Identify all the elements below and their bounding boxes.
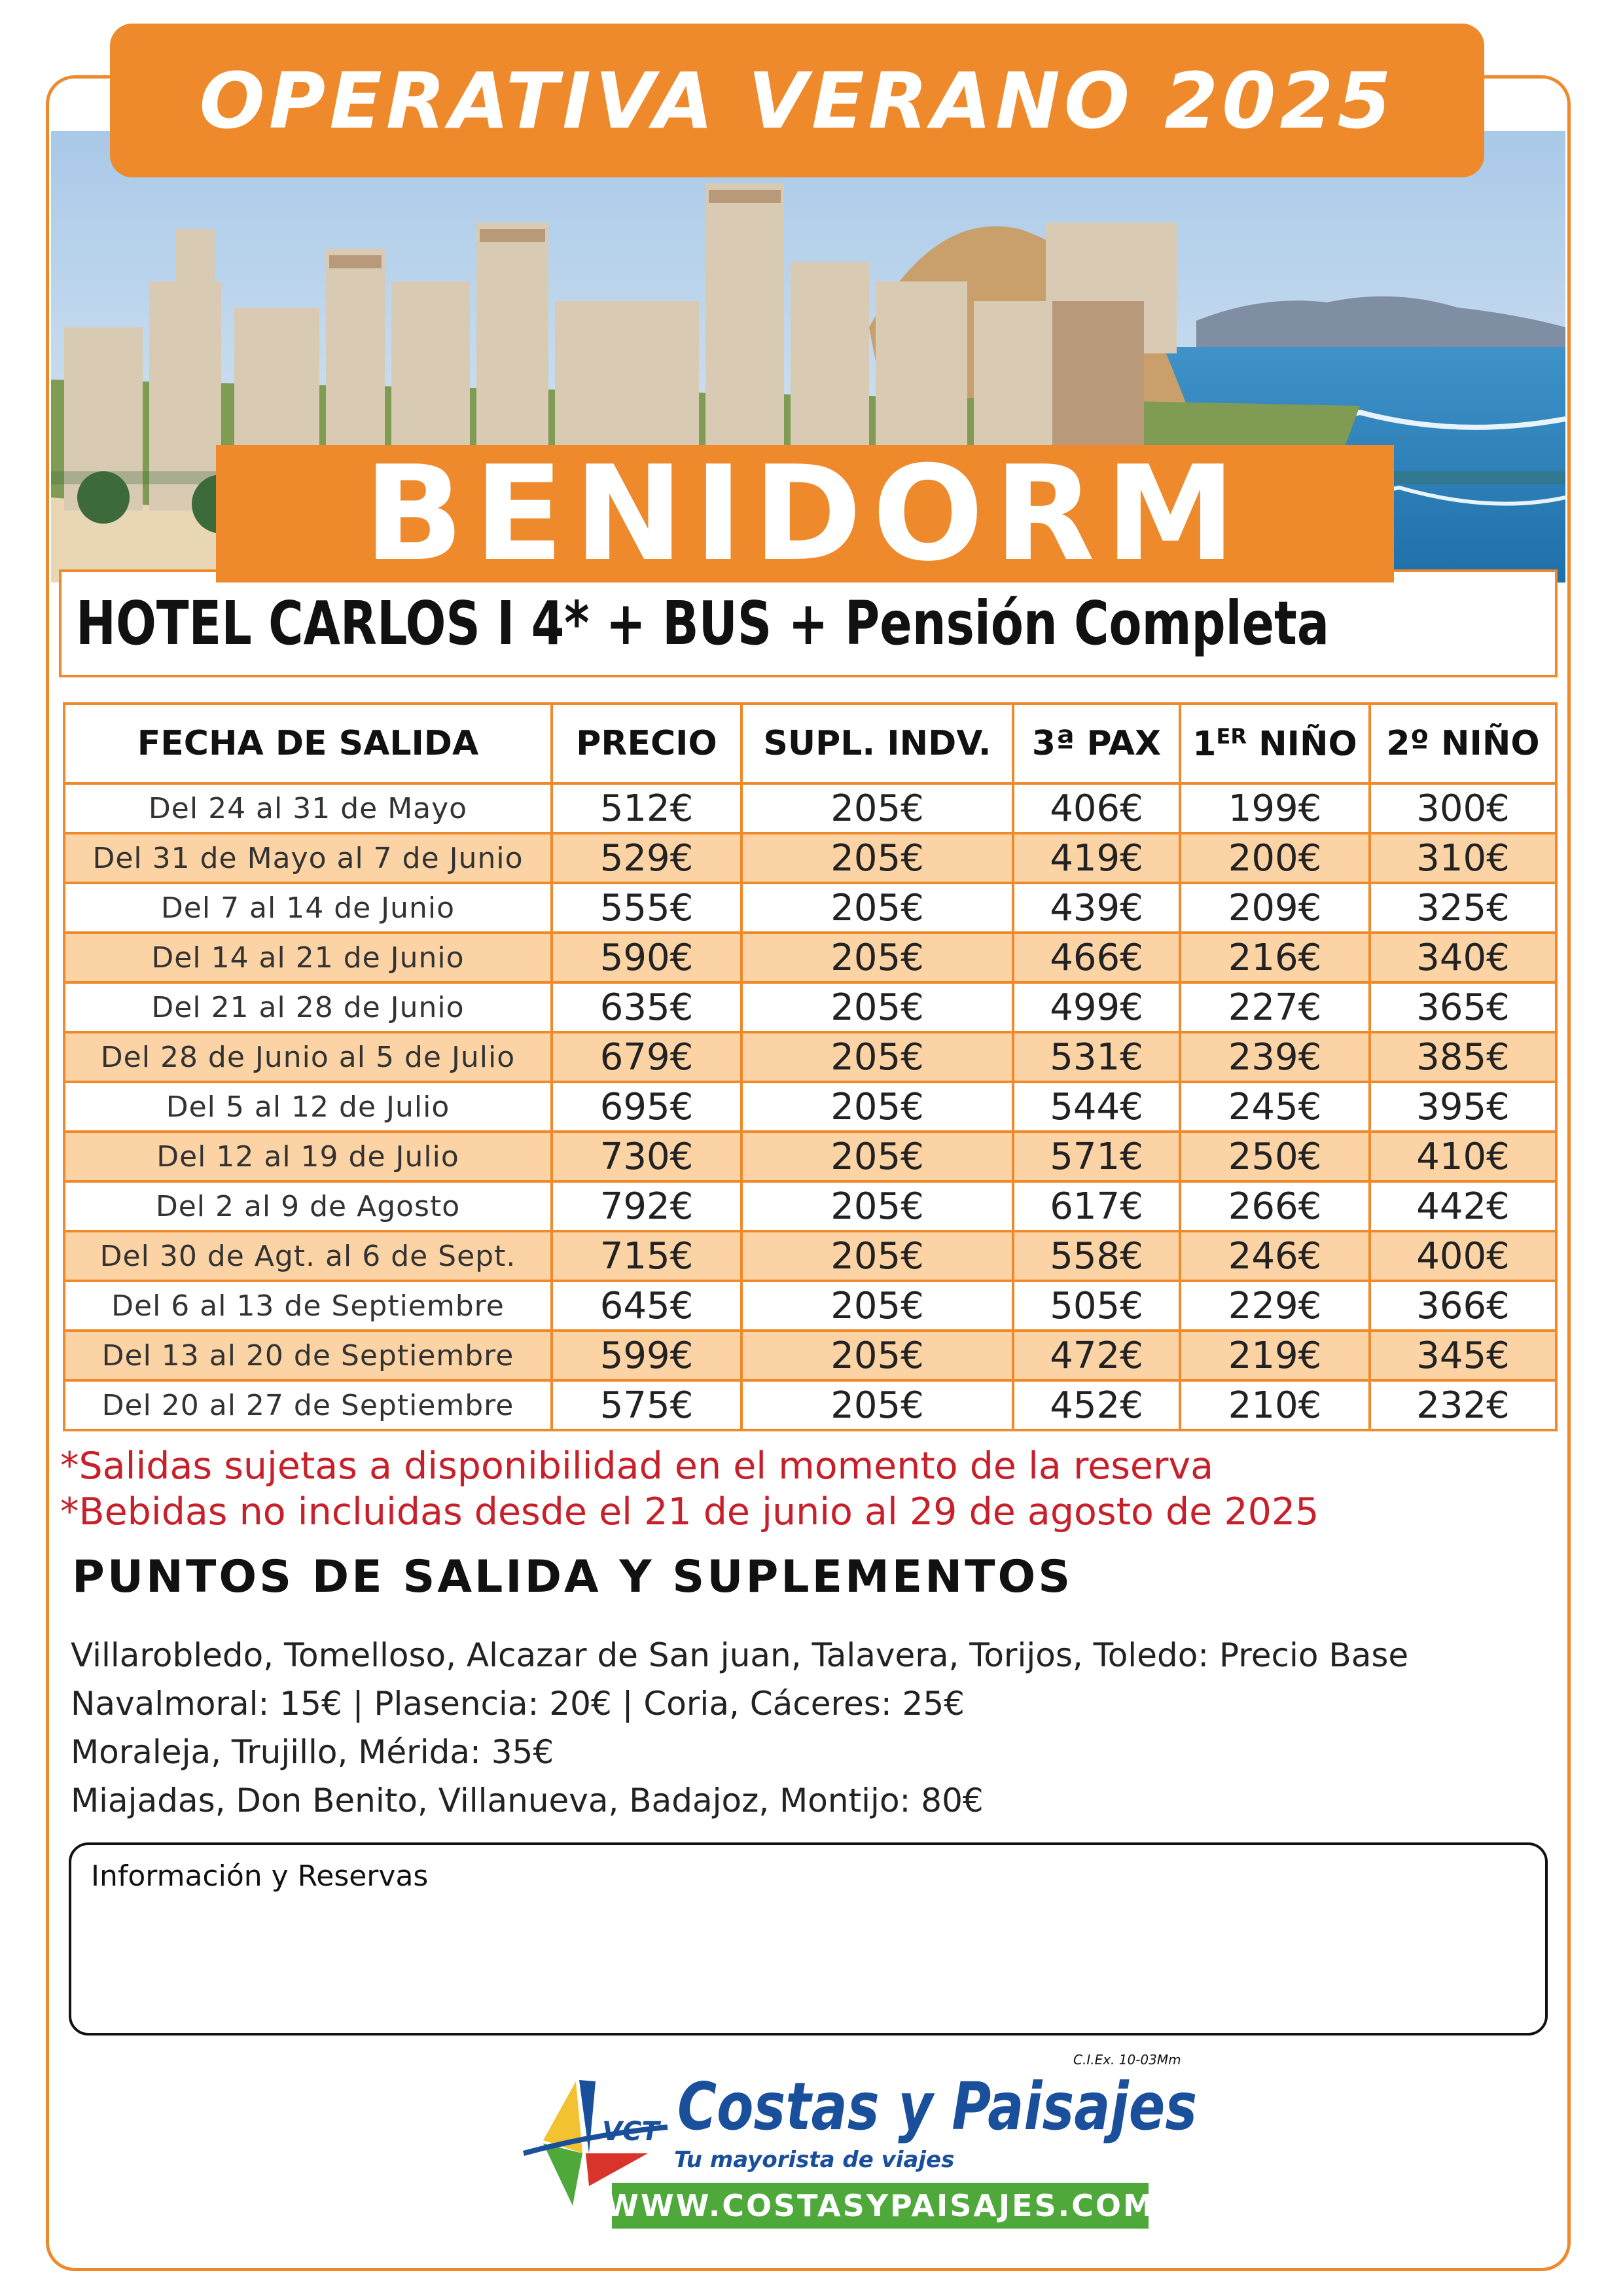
table-row xyxy=(64,883,1556,933)
info-reservations-box xyxy=(69,1842,1548,2036)
cell-date: Del 6 al 13 de Septiembre xyxy=(64,1281,552,1331)
cell-date: Del 5 al 12 de Julio xyxy=(64,1082,552,1132)
notes xyxy=(60,1443,1319,1535)
cell-first-child: 266€ xyxy=(1180,1181,1370,1231)
departure-line: Miajadas, Don Benito, Villanueva, Badajoz, Montijo: 80€ xyxy=(71,1782,984,1820)
cell-third-pax: 558€ xyxy=(1013,1231,1180,1281)
table-header-row xyxy=(64,704,1556,783)
cell-date: Del 30 de Agt. al 6 de Sept. xyxy=(64,1231,552,1281)
cell-single-supplement: 205€ xyxy=(741,1281,1013,1331)
table-row xyxy=(64,1281,1556,1331)
cell-first-child: 246€ xyxy=(1180,1231,1370,1281)
cell-third-pax: 472€ xyxy=(1013,1331,1180,1380)
departures-title: PUNTOS DE SALIDA Y SUPLEMENTOS xyxy=(72,1551,1073,1603)
info-reservations-label: Información y Reservas xyxy=(91,1859,429,1893)
cell-first-child: 199€ xyxy=(1180,783,1370,833)
cell-date: Del 20 al 27 de Septiembre xyxy=(64,1380,552,1430)
first-child-number: 1 xyxy=(1192,724,1217,764)
cell-date: Del 13 al 20 de Septiembre xyxy=(64,1331,552,1380)
first-child-ordinal: ER xyxy=(1216,723,1247,749)
col-header-first-child xyxy=(1180,704,1370,783)
city-banner xyxy=(216,437,1394,590)
cell-price: 679€ xyxy=(552,1032,741,1082)
cell-first-child: 227€ xyxy=(1180,982,1370,1032)
table-row xyxy=(64,1231,1556,1281)
cell-second-child: 325€ xyxy=(1370,883,1556,933)
cell-second-child: 366€ xyxy=(1370,1281,1556,1331)
col-header-single-supplement: SUPL. INDV. xyxy=(741,704,1013,783)
cell-price: 529€ xyxy=(552,833,741,883)
cell-second-child: 300€ xyxy=(1370,783,1556,833)
cell-third-pax: 531€ xyxy=(1013,1032,1180,1082)
drinks-note: *Bebidas no incluidas desde el 21 de junio al 29 de agosto de 2025 xyxy=(60,1490,1319,1534)
cell-third-pax: 571€ xyxy=(1013,1132,1180,1181)
cell-date: Del 31 de Mayo al 7 de Junio xyxy=(64,833,552,883)
cell-price: 599€ xyxy=(552,1331,741,1380)
cell-date: Del 7 al 14 de Junio xyxy=(64,883,552,933)
first-child-word: NIÑO xyxy=(1246,724,1357,764)
departure-line: Navalmoral: 15€ | Plasencia: 20€ | Coria, Cáceres: 25€ xyxy=(71,1685,965,1723)
cell-second-child: 232€ xyxy=(1370,1380,1556,1430)
table-row xyxy=(64,783,1556,833)
cell-date: Del 14 al 21 de Junio xyxy=(64,933,552,982)
cell-second-child: 310€ xyxy=(1370,833,1556,883)
cell-single-supplement: 205€ xyxy=(741,1331,1013,1380)
table-row xyxy=(64,1082,1556,1132)
col-header-third-pax: 3ª PAX xyxy=(1013,704,1180,783)
cell-single-supplement: 205€ xyxy=(741,1082,1013,1132)
table-row xyxy=(64,1331,1556,1380)
table-row xyxy=(64,833,1556,883)
cell-single-supplement: 205€ xyxy=(741,783,1013,833)
cell-single-supplement: 205€ xyxy=(741,1032,1013,1082)
page-title: OPERATIVA VERANO 2025 xyxy=(199,55,1395,146)
cell-price: 715€ xyxy=(552,1231,741,1281)
cell-first-child: 200€ xyxy=(1180,833,1370,883)
cell-first-child: 239€ xyxy=(1180,1032,1370,1082)
license-code: C.I.Ex. 10-03Mm xyxy=(1073,2052,1181,2068)
cell-first-child: 250€ xyxy=(1180,1132,1370,1181)
price-table xyxy=(63,702,1558,1431)
website-link[interactable]: WWW.COSTASYPAISAJES.COM xyxy=(605,2188,1155,2223)
table-row xyxy=(64,1032,1556,1082)
brand-name: Costas y Paisajes xyxy=(677,2068,1198,2145)
cell-price: 645€ xyxy=(552,1281,741,1331)
cell-second-child: 400€ xyxy=(1370,1231,1556,1281)
cell-third-pax: 499€ xyxy=(1013,982,1180,1032)
cell-single-supplement: 205€ xyxy=(741,933,1013,982)
table-row xyxy=(64,1181,1556,1231)
cell-date: Del 21 al 28 de Junio xyxy=(64,982,552,1032)
cell-third-pax: 419€ xyxy=(1013,833,1180,883)
city-name: BENIDORM xyxy=(364,437,1246,590)
cell-third-pax: 544€ xyxy=(1013,1082,1180,1132)
cell-second-child: 395€ xyxy=(1370,1082,1556,1132)
cell-single-supplement: 205€ xyxy=(741,982,1013,1032)
cell-second-child: 345€ xyxy=(1370,1331,1556,1380)
cell-price: 730€ xyxy=(552,1132,741,1181)
departure-line: Villarobledo, Tomelloso, Alcazar de San juan, Talavera, Torijos, Toledo: Precio Base xyxy=(71,1636,1409,1674)
col-header-date: FECHA DE SALIDA xyxy=(64,704,552,783)
cell-second-child: 442€ xyxy=(1370,1181,1556,1231)
cell-date: Del 24 al 31 de Mayo xyxy=(64,783,552,833)
cell-third-pax: 505€ xyxy=(1013,1281,1180,1331)
cell-first-child: 210€ xyxy=(1180,1380,1370,1430)
cell-price: 695€ xyxy=(552,1082,741,1132)
cell-second-child: 365€ xyxy=(1370,982,1556,1032)
cell-third-pax: 452€ xyxy=(1013,1380,1180,1430)
cell-price: 555€ xyxy=(552,883,741,933)
cell-third-pax: 617€ xyxy=(1013,1181,1180,1231)
cell-first-child: 245€ xyxy=(1180,1082,1370,1132)
departure-points xyxy=(71,1631,1408,1825)
cell-first-child: 229€ xyxy=(1180,1281,1370,1331)
logo-mark-text: VCT xyxy=(602,2117,660,2147)
cell-single-supplement: 205€ xyxy=(741,1132,1013,1181)
table-row xyxy=(64,982,1556,1032)
cell-single-supplement: 205€ xyxy=(741,1231,1013,1281)
cell-single-supplement: 205€ xyxy=(741,833,1013,883)
cell-single-supplement: 205€ xyxy=(741,1181,1013,1231)
cell-price: 792€ xyxy=(552,1181,741,1231)
cell-single-supplement: 205€ xyxy=(741,883,1013,933)
cell-date: Del 12 al 19 de Julio xyxy=(64,1132,552,1181)
cell-single-supplement: 205€ xyxy=(741,1380,1013,1430)
cell-first-child: 216€ xyxy=(1180,933,1370,982)
cell-price: 590€ xyxy=(552,933,741,982)
cell-second-child: 410€ xyxy=(1370,1132,1556,1181)
cell-second-child: 385€ xyxy=(1370,1032,1556,1082)
cell-third-pax: 439€ xyxy=(1013,883,1180,933)
table-row xyxy=(64,1132,1556,1181)
website-bar xyxy=(605,2183,1155,2229)
brand-tagline: Tu mayorista de viajes xyxy=(674,2147,955,2173)
cell-price: 635€ xyxy=(552,982,741,1032)
cell-price: 575€ xyxy=(552,1380,741,1430)
cell-date: Del 2 al 9 de Agosto xyxy=(64,1181,552,1231)
cell-third-pax: 406€ xyxy=(1013,783,1180,833)
cell-date: Del 28 de Junio al 5 de Julio xyxy=(64,1032,552,1082)
cell-first-child: 219€ xyxy=(1180,1331,1370,1380)
cell-first-child: 209€ xyxy=(1180,883,1370,933)
cell-price: 512€ xyxy=(552,783,741,833)
table-row xyxy=(64,1380,1556,1430)
col-header-price: PRECIO xyxy=(552,704,741,783)
cell-third-pax: 466€ xyxy=(1013,933,1180,982)
package-title: HOTEL CARLOS I 4* + BUS + Pensión Completa xyxy=(76,588,1329,658)
table-row xyxy=(64,933,1556,982)
availability-note: *Salidas sujetas a disponibilidad en el momento de la reserva xyxy=(60,1444,1214,1488)
departure-line: Moraleja, Trujillo, Mérida: 35€ xyxy=(71,1733,554,1771)
cell-second-child: 340€ xyxy=(1370,933,1556,982)
col-header-second-child: 2º NIÑO xyxy=(1370,704,1556,783)
title-banner xyxy=(110,24,1484,177)
